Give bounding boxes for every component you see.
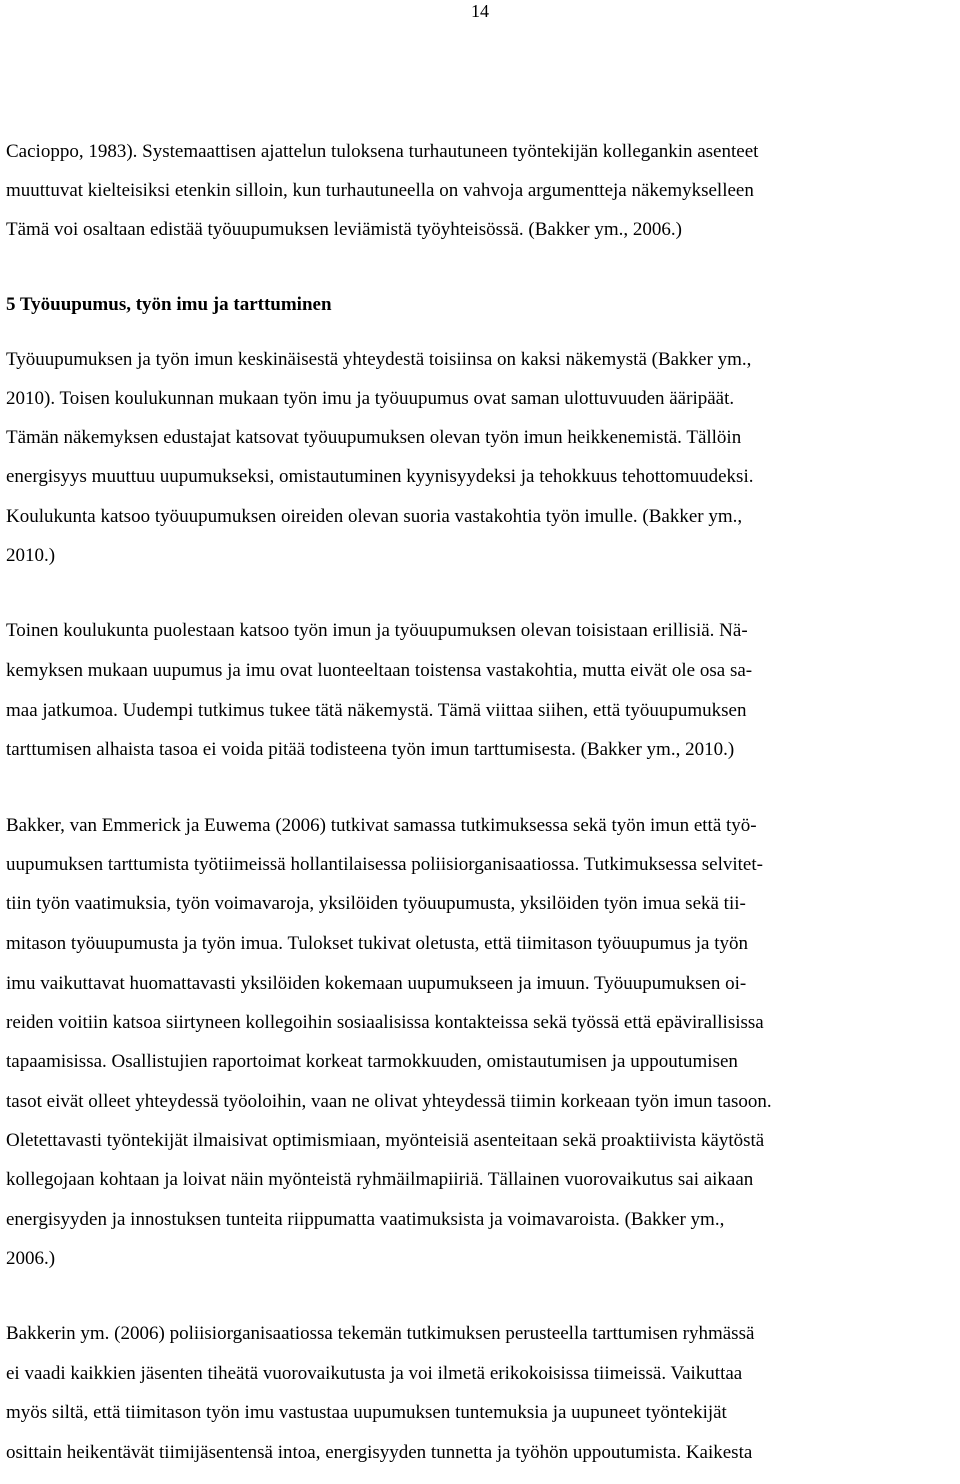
text-line: imu vaikuttavat huomattavasti yksilöiden kokemaan uupumukseen ja imuun. Työuupumuksen oi-: [6, 973, 747, 994]
text-line: osittain heikentävät tiimijäsentensä intoa, energisyyden tunnetta ja työhön uppoutumista. Kaikesta: [6, 1442, 753, 1463]
text-line: energisyys muuttuu uupumukseksi, omistautuminen kyynisyydeksi ja tehokkuus tehottomuudeksi.: [6, 466, 754, 487]
text-line: Tämän näkemyksen edustajat katsovat työuupumuksen olevan työn imun heikkenemistä. Tällöin: [6, 427, 742, 448]
page-number: 14: [471, 1, 489, 21]
text-line: Toinen koulukunta puolestaan katsoo työn imun ja työuupumuksen olevan toisistaan erillisiä. Nä-: [6, 620, 748, 641]
text-line: kemyksen mukaan uupumus ja imu ovat luonteeltaan toistensa vastakohtia, mutta eivät ole osa sa-: [6, 660, 753, 681]
text-line: muuttuvat kielteisiksi etenkin silloin, kun turhautuneella on vahvoja argumentteja näkemykselleen: [6, 180, 754, 201]
text-line: Bakker, van Emmerick ja Euwema (2006) tutkivat samassa tutkimuksessa sekä työn imun että työ-: [6, 815, 757, 836]
text-line: 2006.): [6, 1248, 56, 1269]
text-line: tiin työn vaatimuksia, työn voimavaroja, yksilöiden työuupumusta, yksilöiden työn imua sekä tii-: [6, 893, 746, 914]
text-line: Bakkerin ym. (2006) poliisiorganisaatiossa tekemän tutkimuksen perusteella tarttumisen ryhmässä: [6, 1323, 755, 1344]
section-heading: 5 Työuupumus, työn imu ja tarttuminen: [6, 294, 332, 315]
text-line: tasot eivät olleet yhteydessä työoloihin, vaan ne olivat yhteydessä tiimin korkeaan työn imun tasoon.: [6, 1091, 772, 1112]
text-line: Tämä voi osaltaan edistää työuupumuksen leviämistä työyhteisössä. (Bakker ym., 2006.): [6, 219, 682, 240]
text-line: 2010.): [6, 545, 56, 566]
text-line: Oletettavasti työntekijät ilmaisivat optimismiaan, myönteisiä asenteitaan sekä proaktiivista käytöstä: [6, 1130, 765, 1151]
text-line: 2010). Toisen koulukunnan mukaan työn imu ja työuupumus ovat saman ulottuvuuden ääripäät.: [6, 388, 735, 409]
text-line: kollegojaan kohtaan ja loivat näin myönteistä ryhmäilmapiiriä. Tällainen vuorovaikutus sai aikaan: [6, 1169, 754, 1190]
text-line: Työuupumuksen ja työn imun keskinäisestä yhteydestä toisiinsa on kaksi näkemystä (Bakker ym.,: [6, 349, 752, 370]
text-line: mitason työuupumusta ja työn imua. Tulokset tukivat oletusta, että tiimitason työuupumus ja työn: [6, 933, 749, 954]
text-line: reiden voitiin katsoa siirtyneen kollegoihin sosiaalisissa kontakteissa sekä työssä että epävirallisissa: [6, 1012, 764, 1033]
text-line: tapaamisissa. Osallistujien raportoimat korkeat tarmokkuuden, omistautumisen ja uppoutumisen: [6, 1051, 738, 1072]
text-line: uupumuksen tarttumista työtiimeissä hollantilaisessa poliisiorganisaatiossa. Tutkimuksessa selvitet-: [6, 854, 763, 875]
text-line: tarttumisen alhaista tasoa ei voida pitää todisteena työn imun tarttumisesta. (Bakker ym., 2010.): [6, 739, 735, 760]
text-line: Koulukunta katsoo työuupumuksen oireiden olevan suoria vastakohtia työn imulle. (Bakker ym.,: [6, 506, 743, 527]
text-line: Cacioppo, 1983). Systemaattisen ajattelun tuloksena turhautuneen työntekijän kollegankin asenteet: [6, 141, 759, 162]
text-line: myös siltä, että tiimitason työn imu vastustaa uupumuksen tuntemuksia ja uupuneet työntekijät: [6, 1402, 727, 1423]
text-line: energisyyden ja innostuksen tunteita riippumatta vaatimuksista ja voimavaroista. (Bakker ym.,: [6, 1209, 725, 1230]
text-line: maa jatkumoa. Uudempi tutkimus tukee tätä näkemystä. Tämä viittaa siihen, että työuupumuksen: [6, 700, 747, 721]
text-line: ei vaadi kaikkien jäsenten tiheätä vuorovaikutusta ja voi ilmetä erikokoisissa tiimeissä. Vaikuttaa: [6, 1363, 743, 1384]
